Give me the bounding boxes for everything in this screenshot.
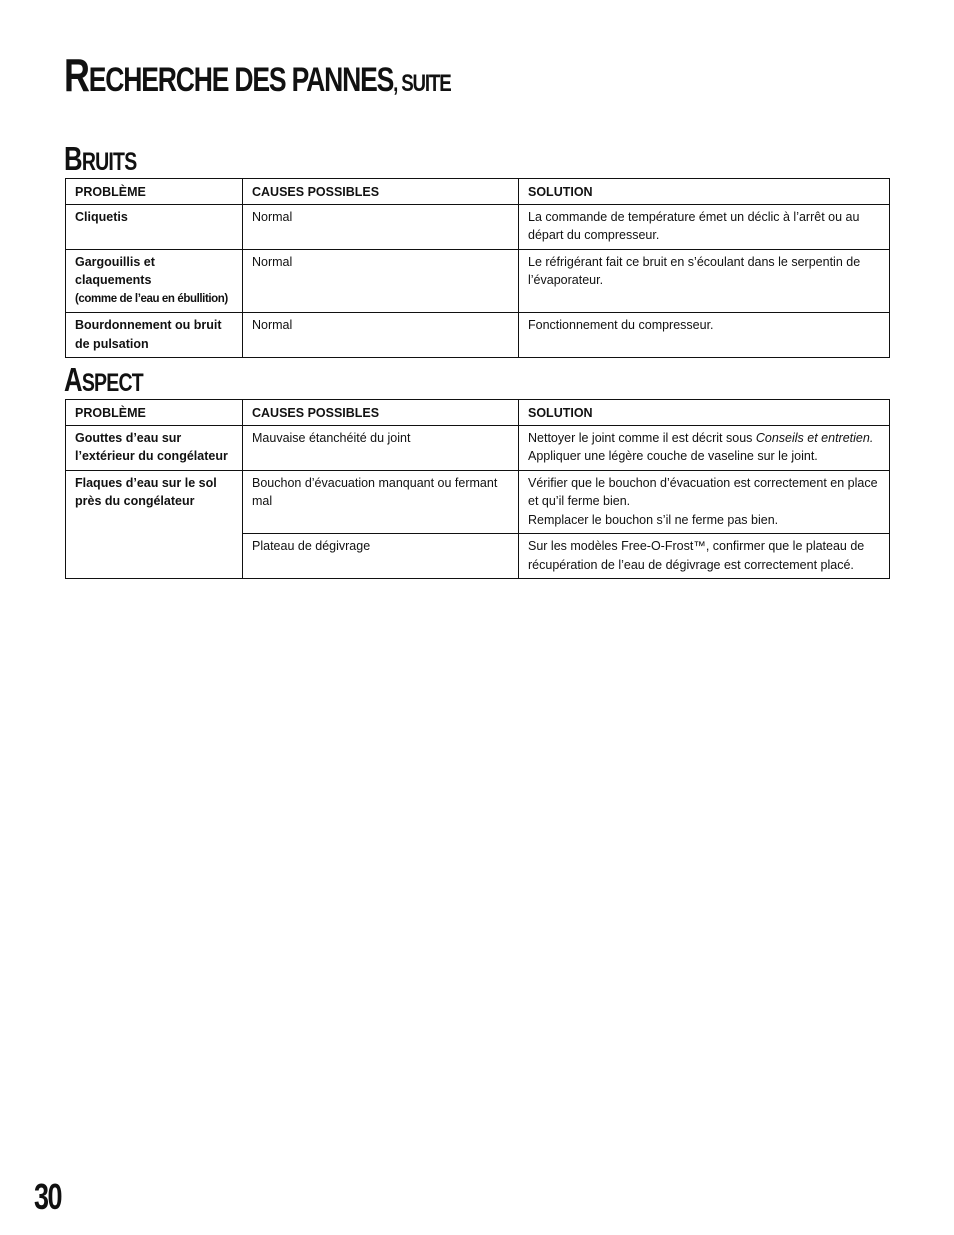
aspect-table [65, 399, 890, 579]
cross-reference: Conseils et entretien. [755, 430, 874, 445]
solution-cell: La commande de température émet un déclic à l’arrêt ou au départ du compresseur. [519, 204, 890, 249]
section-title-bruits-rest: RUITS [81, 148, 137, 176]
table-row [66, 249, 890, 313]
bruits-table [65, 178, 890, 358]
page-title-main-initial: R [64, 49, 89, 101]
table-row [66, 313, 890, 358]
solution-cell: Fonctionnement du compresseur. [519, 313, 890, 358]
probleme-cell: Bourdonnement ou bruit de pulsation [66, 313, 243, 358]
page-title [64, 49, 451, 101]
section-title-aspect [64, 363, 143, 396]
section-title-aspect-initial: A [64, 361, 82, 398]
solution-text-continued: Remplacer le bouchon s’il ne ferme pas bien. [528, 512, 779, 527]
solution-cell [519, 425, 890, 470]
header-probleme: PROBLÈME [66, 179, 243, 205]
cause-cell: Normal [243, 313, 519, 358]
cause-cell: Mauvaise étanchéité du joint [243, 425, 519, 470]
table-row [66, 470, 890, 534]
solution-cell [519, 470, 890, 534]
probleme-cell: Gouttes d’eau sur l’extérieur du congélateur [66, 425, 243, 470]
probleme-text: Gargouillis et claquements [75, 254, 155, 287]
cause-cell: Bouchon d’évacuation manquant ou fermant mal [243, 470, 519, 534]
probleme-cell: Cliquetis [66, 204, 243, 249]
probleme-note: (comme de l’eau en ébullition) [75, 292, 228, 305]
header-causes-possibles: CAUSES POSSIBLES [243, 400, 519, 426]
solution-text-continued: Appliquer une légère couche de vaseline sur le joint. [528, 449, 818, 463]
section-title-bruits [64, 142, 136, 175]
header-solution: SOLUTION [519, 400, 890, 426]
cause-cell: Normal [243, 204, 519, 249]
solution-text: Nettoyer le joint comme il est décrit sous [528, 430, 756, 445]
page-title-main-rest: ECHERCHE DES PANNES [88, 61, 394, 99]
probleme-cell: Flaques d’eau sur le sol près du congélateur [66, 470, 243, 579]
page-title-suffix: , SUITE [393, 70, 451, 97]
solution-cell: Le réfrigérant fait ce bruit en s’écoulant dans le serpentin de l’évaporateur. [519, 249, 890, 313]
header-solution: SOLUTION [519, 179, 890, 205]
page-number: 30 [34, 1176, 62, 1217]
table-header-row [66, 400, 890, 426]
solution-cell: Sur les modèles Free-O-Frost™, confirmer que le plateau de récupération de l’eau de dégivrage est correctement placé. [519, 534, 890, 579]
section-title-aspect-rest: SPECT [81, 369, 143, 397]
table-row [66, 204, 890, 249]
probleme-cell [66, 249, 243, 313]
header-probleme: PROBLÈME [66, 400, 243, 426]
solution-text: Vérifier que le bouchon d’évacuation est correctement en place et qu’il ferme bien. [528, 475, 878, 508]
table-header-row [66, 179, 890, 205]
cause-cell: Plateau de dégivrage [243, 534, 519, 579]
header-causes-possibles: CAUSES POSSIBLES [243, 179, 519, 205]
cause-cell: Normal [243, 249, 519, 313]
section-title-bruits-initial: B [64, 140, 82, 177]
table-row [66, 425, 890, 470]
